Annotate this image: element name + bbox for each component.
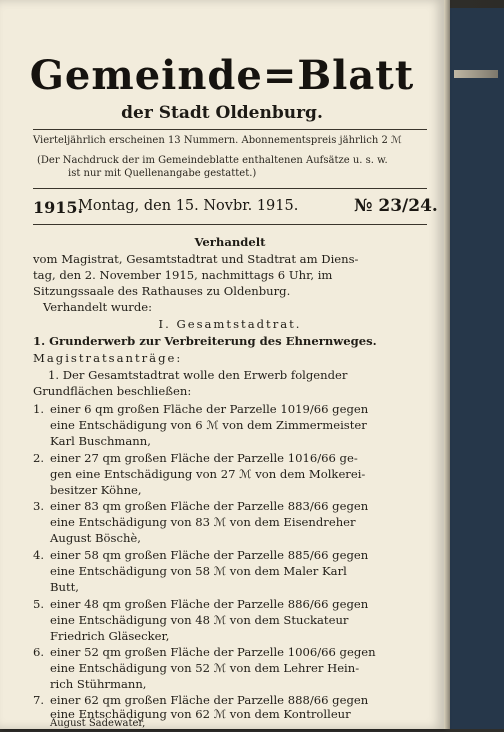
list-item-line: eine Entschädigung von 6 ℳ von dem Zimmermeister <box>50 418 367 432</box>
list-item-number: 5. <box>33 597 45 611</box>
list-item-line: eine Entschädigung von 62 ℳ von dem Kontrolleur <box>50 707 351 721</box>
subscription-info: Vierteljährlich erscheinen 13 Nummern. Abonnementspreis jährlich 2 ℳ <box>33 135 402 146</box>
list-item-line: eine Entschädigung von 58 ℳ von dem Maler Karl <box>50 564 347 578</box>
masthead-subtitle: der Stadt Oldenburg. <box>121 103 323 123</box>
list-item-line: eine Entschädigung von 48 ℳ von dem Stuckateur <box>50 613 349 627</box>
list-item-line: einer 62 qm großen Fläche der Parzelle 888/66 gegen <box>50 693 369 707</box>
subsection-heading: 1. Grunderwerb zur Verbreiterung des Ehnernweges. <box>33 334 377 348</box>
divider <box>33 224 427 225</box>
list-item-number: 7. <box>33 693 45 707</box>
section-heading: I. Gesamtstadtrat. <box>158 317 302 331</box>
list-item-line: August Böschè, <box>50 531 141 545</box>
issue-date: Montag, den 15. Novbr. 1915. <box>78 198 299 214</box>
list-item-line: eine Entschädigung von 52 ℳ von dem Lehrer Hein- <box>50 661 360 675</box>
list-item-line: Butt, <box>50 580 79 594</box>
list-item-line: einer 6 qm großen Fläche der Parzelle 1019/66 gegen <box>50 402 369 416</box>
list-item-line: einer 58 qm großen Fläche der Parzelle 885/66 gegen <box>50 548 369 562</box>
list-item-line: einer 48 qm großen Fläche der Parzelle 886/66 gegen <box>50 597 369 611</box>
list-item-line: besitzer Köhne, <box>50 483 142 497</box>
divider <box>33 129 427 130</box>
issue-number: № 23/24. <box>354 196 438 216</box>
intro-line: Sitzungssaale des Rathauses zu Oldenburg. <box>33 284 291 298</box>
list-item-line: rich Stührmann, <box>50 677 147 691</box>
list-item-number: 4. <box>33 548 45 562</box>
divider <box>33 188 427 189</box>
verhandelt-label: Verhandelt wurde: <box>43 300 153 314</box>
list-item-number: 1. <box>33 402 45 416</box>
list-item-line: einer 52 qm großen Fläche der Parzelle 1006/66 gegen <box>50 645 376 659</box>
list-item-line: Karl Buschmann, <box>50 434 151 448</box>
reprint-note-1: (Der Nachdruck der im Gemeindeblatte enthaltenen Aufsätze u. s. w. <box>37 155 388 166</box>
reprint-note-2: ist nur mit Quellenangabe gestattet.) <box>68 168 257 179</box>
antraege-label: Magistratsanträge: <box>33 351 183 365</box>
list-item-line: einer 27 qm großen Fläche der Parzelle 1016/66 ge- <box>50 451 358 465</box>
list-item-line: Friedrich Gläsecker, <box>50 629 170 643</box>
paragraph-line: Grundflächen beschließen: <box>33 384 192 398</box>
intro-line: vom Magistrat, Gesamtstadtrat und Stadtrat am Diens- <box>33 252 359 266</box>
issue-year: 1915. <box>33 198 84 217</box>
intro-line: tag, den 2. November 1915, nachmittags 6 Uhr, im <box>33 268 333 282</box>
masthead-title: Gemeinde=Blatt <box>29 52 415 99</box>
list-item-line: August Sadewater, <box>50 718 146 729</box>
list-item-line: eine Entschädigung von 83 ℳ von dem Eisendreher <box>50 515 356 529</box>
article-heading: Verhandelt <box>194 235 266 249</box>
list-item-number: 6. <box>33 645 45 659</box>
page-edge <box>444 0 450 729</box>
list-item-line: einer 83 qm großen Fläche der Parzelle 883/66 gegen <box>50 499 369 513</box>
list-item-number: 2. <box>33 451 45 465</box>
paragraph-line: 1. Der Gesamtstadtrat wolle den Erwerb folgender <box>48 368 348 382</box>
list-item-number: 3. <box>33 499 45 513</box>
cover-strip <box>454 70 498 78</box>
list-item-line: gen eine Entschädigung von 27 ℳ von dem Molkerei- <box>50 467 366 481</box>
